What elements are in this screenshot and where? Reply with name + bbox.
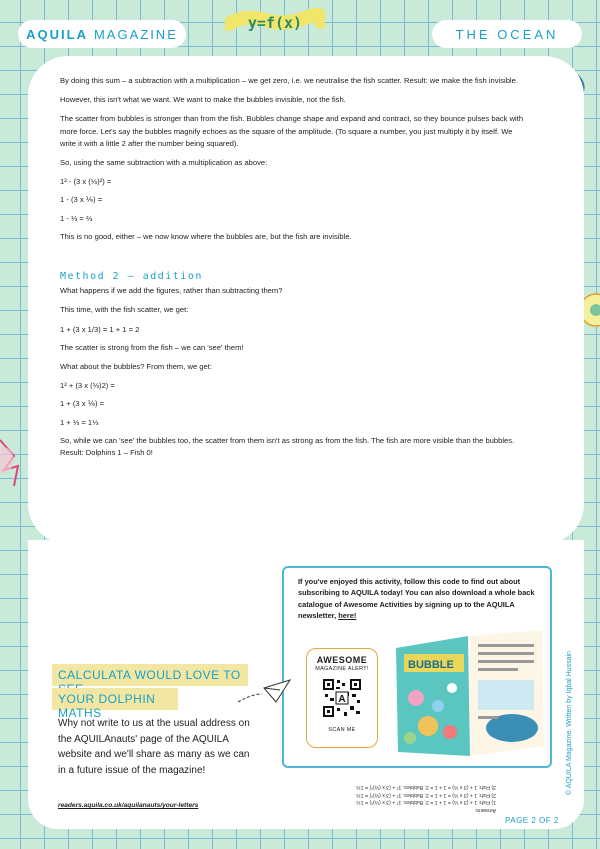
awesome-title: AWESOME [316, 655, 368, 665]
paragraph: This is no good, either – we now know where the bubbles are, but the fish are invisible. [60, 231, 352, 241]
newsletter-link[interactable]: here! [338, 611, 357, 621]
calculata-banner-line1: CALCULATA WOULD LOVE TO [52, 664, 248, 686]
paper-plane-icon [236, 672, 292, 712]
subscribe-box [282, 566, 552, 768]
formula-text: y=f(x) [247, 14, 303, 32]
equation: 1 - ⅓ = ⅔ [60, 213, 93, 223]
equation: 1 + ⅓ = 1⅓ [60, 417, 99, 427]
awesome-subtitle: MAGAZINE ALERT! [315, 666, 369, 672]
equation: 1 + (3 x ⅑) = [60, 399, 105, 409]
equation: 1² + (3 x (⅓)2) = [60, 381, 115, 391]
letters-link[interactable]: readers.aquila.co.uk/aquilanauts/your-letters [58, 802, 199, 809]
subscribe-text [298, 576, 542, 622]
answers-title: Answers: [474, 807, 496, 813]
paragraph: The scatter is strong from the fish – we can 'see' them! [60, 342, 244, 352]
answer-line: 2) Fish: 1 + (3 x ⅓) = 1 + 1 = 2; Bubbles: 1² + (3 x (⅓)²) = 1⅓ [356, 792, 496, 798]
paragraph: So, using the same subtraction with a multiplication as above: [60, 158, 268, 168]
brand-light: MAGAZINE [93, 26, 178, 42]
brand-bold: AQUILA [26, 26, 88, 42]
answer-line: 3) Fish: 1 + (3 x ⅓) = 1 + 1 = 2; Bubbles: 1² + (3 x (⅓)²) = 1⅓ [356, 784, 496, 791]
method-heading: Method 2 – addition [60, 271, 203, 283]
paragraph: The scatter from bubbles is stronger than from the fish. Bubbles change shape and expand and contract, so they bounce pulses back with more force. Let's say the bubbles magnify echoes as the square of the amplitude. (To square a number, you just multiply it by itself. We write it with a little 2 after the number being squared). [60, 114, 524, 148]
paragraph: What happens if we add the figures, rather than subtracting them? [60, 286, 283, 296]
answers-upside-down [296, 783, 496, 813]
paragraph: However, this isn't what we want. We want to make the bubbles invisible, not the fish. [60, 95, 346, 105]
page-number: PAGE 2 OF 2 [505, 816, 559, 825]
magazine-spread-image [392, 628, 548, 760]
svg-text:A: A [338, 694, 346, 705]
credit-line: © AQUILA Magazine. Written by Iqbal Hussain [566, 651, 573, 795]
star-doodle-icon [0, 430, 30, 490]
brand-pill [18, 20, 186, 48]
equation: 1 - (3 x ⅑) = [60, 195, 103, 205]
section-pill [432, 20, 582, 48]
answer-line: 1) Fish: 1 + (3 x ⅓) = 1 + 1 = 2; Bubbles: 1² + (3 x (⅓)²) = 1⅓ [356, 799, 496, 806]
calculata-body: Why not write to us at the usual address on the AQUILAnauts' page of the AQUILA website and we'll share as many as we can in a future issue of the magazine! [58, 718, 250, 776]
calculata-banner-line2: YOUR DOLPHIN MATHS [52, 688, 178, 710]
paragraph: This time, with the fish scatter, we get: [60, 305, 189, 315]
formula-doodle [225, 8, 325, 36]
article-body [60, 75, 530, 466]
equation: 1² - (3 x (⅓)²) = [60, 177, 112, 187]
paragraph: By doing this sum – a subtraction with a multiplication – we get zero, i.e. we neutralise the fish scatter. Result: we make the fish invisible. [60, 76, 518, 85]
subscribe-message: If you've enjoyed this activity, follow this code to find out about subscribing to AQUILA today! You can also download a whole back catalogue of Awesome Activities by signing up to the AQUILA newsletter, [298, 577, 535, 621]
svg-text:BUBBLE: BUBBLE [408, 659, 454, 671]
equation: 1 + (3 x 1/3) = 1 + 1 = 2 [60, 324, 140, 334]
scan-me-label: SCAN ME [328, 727, 356, 733]
section-title: THE OCEAN [455, 26, 559, 42]
paragraph: What about the bubbles? From them, we get: [60, 362, 212, 372]
paragraph: So, while we can 'see' the bubbles too, the scatter from them isn't as strong as from the fish. The fish are more visible than the bubbles. Result: Dolphins 1 – Fish 0! [60, 435, 515, 458]
awesome-badge [306, 648, 378, 748]
qr-code-icon[interactable] [322, 678, 362, 718]
